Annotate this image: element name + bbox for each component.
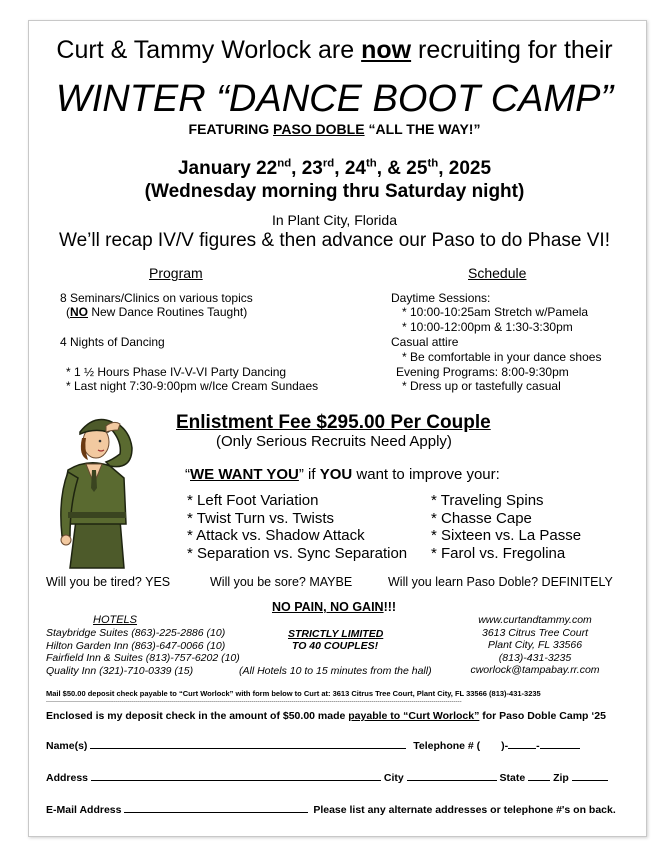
schedule-stretch: * 10:00-10:25am Stretch w/Pamela [402,305,589,319]
program-bullet-last-night: * Last night 7:30-9:00pm w/Ice Cream Sundaes [66,379,319,393]
date-suffix: th [427,157,439,170]
phone-prefix-field[interactable] [508,738,536,749]
figure-item: * Left Foot Variation [187,492,319,509]
program-nights: 4 Nights of Dancing [60,335,165,349]
name-field[interactable] [90,738,406,749]
header-text-end: recruiting for their [411,36,613,64]
schedule-sessions: * 10:00-12:00pm & 1:30-3:30pm [402,320,573,334]
paren: ( [66,305,70,319]
contact-phone: (813)-431-3235 [498,651,572,664]
address-row [46,770,608,784]
figures-right-list [431,492,581,562]
recap-line: We’ll recap IV/V figures & then advance our Paso to do Phase VI! [59,230,610,251]
schedule-heading: Schedule [468,265,527,281]
phone-area-field[interactable] [483,739,501,749]
mail-instructions: Mail $50.00 deposit check payable to “Curt Worlock” with form below to Curt at: 3613 Citrus Tree Court, Plant City, FL 33566 (813)-431-3235 [46,689,541,698]
enclosed-end: for Paso Doble Camp ‘25 [479,710,606,722]
dates-line [0,158,669,180]
figure-item: * Separation vs. Sync Separation [187,544,408,562]
hotels-list [46,627,240,677]
enclosed-statement [46,710,606,722]
email-field[interactable] [124,802,308,813]
date-part: January 22 [177,158,278,179]
if-word: if [303,466,320,483]
telephone-label: Telephone # ( [413,740,481,752]
figure-item: * Sixteen vs. La Passe [431,527,582,544]
enclosed-payable: payable to “Curt Worlock” [348,710,480,722]
hotel-item: Hilton Garden Inn (863)-647-0066 (10) [46,639,226,652]
figure-item: * Twist Turn vs. Twists [187,509,334,527]
want-rest: want to improve your: [352,466,500,483]
header-line [0,36,669,65]
date-part: , & 25 [376,158,428,179]
date-suffix: th [365,157,377,170]
email-label: E-Mail Address [46,804,122,816]
phone-line-field[interactable] [540,738,580,749]
figure-item: * Farol vs. Fregolina [431,544,566,562]
saluting-soldier-illustration [48,408,158,570]
date-part: , 24 [334,158,366,179]
fee-note: (Only Serious Recruits Need Apply) [216,433,452,450]
email-row [46,802,616,816]
phone-separator: )- [501,740,509,752]
contact-street: 3613 Citrus Tree Court [481,626,588,639]
strictly-limited: STRICTLY LIMITED [288,628,384,640]
state-field[interactable] [528,770,550,781]
no-emphasis: NO [70,305,88,319]
we-want-you-line [185,466,500,483]
program-no-new-routines [66,305,247,319]
schedule-shoes: * Be comfortable in your dance shoes [402,350,602,364]
figure-item: * Attack vs. Shadow Attack [187,527,365,544]
zip-label: Zip [553,772,569,784]
question-tired: Will you be tired? YES [46,575,171,589]
no-pain-no-gain [272,600,396,614]
schedule-evening: Evening Programs: 8:00-9:30pm [396,365,569,379]
no-pain-exclaim: !!! [383,600,397,614]
question-sore: Will you be sore? MAYBE [210,575,353,589]
contact-email[interactable]: cworlock@tampabay.rr.com [470,664,600,677]
hotel-item: Fairfield Inn & Suites (813)-757-6202 (10) [46,652,240,665]
contact-website[interactable]: www.curtandtammy.com [478,614,592,626]
contact-city: Plant City, FL 33566 [487,639,583,652]
address-label: Address [46,772,89,784]
zip-field[interactable] [572,770,608,781]
schedule-daytime: Daytime Sessions: [391,291,491,305]
city-field[interactable] [407,770,497,781]
location: In Plant City, Florida [271,212,397,228]
figure-item: * Chasse Cape [431,509,532,527]
program-bullet-party: * 1 ½ Hours Phase IV-V-VI Party Dancing [66,365,287,379]
city-label: City [383,772,404,784]
date-year: , 2025 [438,158,492,179]
quote-close: ” [298,466,304,483]
enlistment-fee: Enlistment Fee $295.00 Per Couple [176,412,491,433]
dates-subtitle: (Wednesday morning thru Saturday night) [144,181,525,202]
phone-dash: - [536,740,540,752]
program-heading: Program [149,265,203,281]
program-seminars: 8 Seminars/Clinics on various topics [60,291,253,305]
no-pain-text: NO PAIN, NO GAIN [272,600,384,614]
alternate-note: Please list any alternate addresses or telephone #'s on back. [313,804,616,816]
header-text: Curt & Tammy Worlock are [56,36,362,64]
header-emphasis: now [361,36,412,64]
date-suffix: rd [322,157,335,170]
you-emphasis: YOU [319,466,353,483]
hotels-distance-note: (All Hotels 10 to 15 minutes from the hall) [239,665,432,677]
date-part: , 23 [291,158,323,179]
hotels-heading: HOTELS [93,614,138,626]
featuring-text: FEATURING [188,121,274,137]
name-label: Name(s) [46,740,88,752]
schedule-casual: Casual attire [391,335,459,349]
hotel-item: Staybridge Suites (863)-225-2886 (10) [46,627,226,639]
state-label: State [499,772,526,784]
page-title: WINTER “DANCE BOOT CAMP” [55,78,614,120]
quote-open: “ [185,466,190,483]
schedule-dress: * Dress up or tastefully casual [402,379,561,393]
featuring-emphasis: PASO DOBLE [273,121,365,137]
name-row [46,738,580,752]
cut-line: ---------------------------------------------------------------------------------------------------------------------------------------------------------------------------------------------------------------- [46,699,462,705]
figure-item: * Traveling Spins [431,492,544,509]
featuring-tagline: “ALL THE WAY!” [364,121,481,137]
question-learn: Will you learn Paso Doble? DEFINITELY [388,575,613,589]
hotel-item: Quality Inn (321)-710-0339 (15) [46,664,194,677]
enclosed-text: Enclosed is my deposit check in the amount of $50.00 made [46,710,349,722]
contact-block [460,614,610,677]
figures-left-list [187,492,407,562]
limited-couples: TO 40 COUPLES! [292,640,379,652]
no-rest: New Dance Routines Taught) [88,305,248,319]
date-suffix: nd [277,157,292,170]
address-field[interactable] [91,770,381,781]
featuring-line [0,121,669,137]
we-want-you-emphasis: WE WANT YOU [190,466,299,483]
